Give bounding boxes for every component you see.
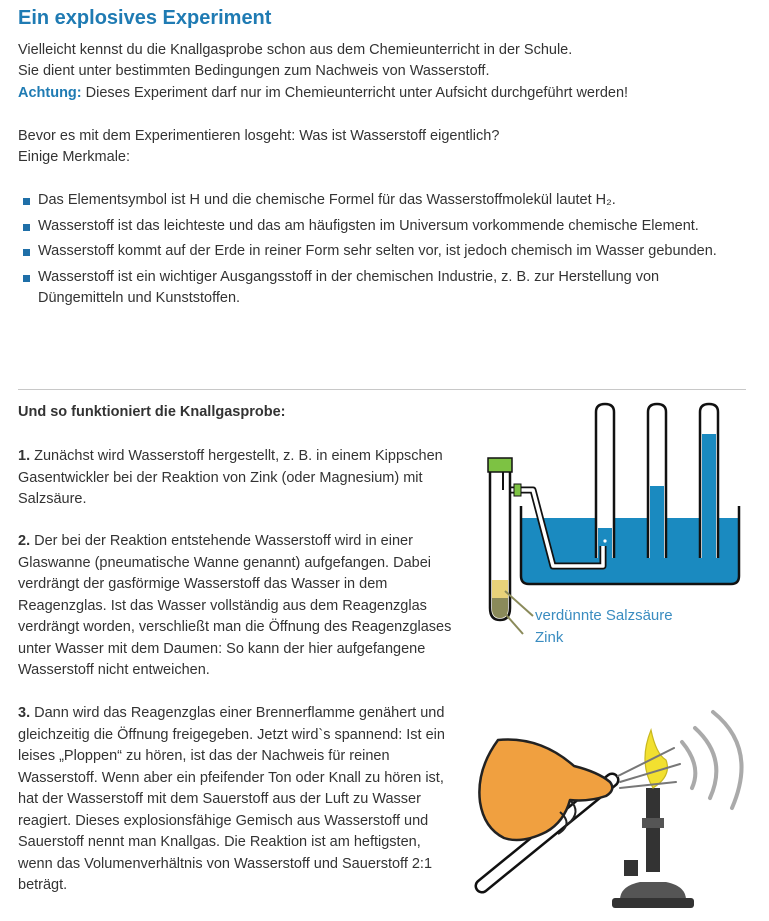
- step-3: [18, 703, 456, 897]
- intro-line-2: Sie dient unter bestimmten Bedingungen zum Nachweis von Wasserstoff.: [18, 63, 490, 79]
- intro-line-1: Vielleicht kennst du die Knallgasprobe schon aus dem Chemieunterricht in der Schule.: [18, 42, 573, 58]
- bullet-square-icon: [23, 198, 30, 205]
- section-divider: [18, 389, 746, 390]
- flame-icon: [645, 730, 667, 788]
- step-number: 2.: [18, 533, 31, 549]
- step-text: Dann wird das Reagenzglas einer Brennerflamme genähert und gleichzeitig die Öffnung freigegeben. Jetzt wird`s spannend: Ist ein leises „Ploppen“ zu hören, ist das der Nachweis für reinen Wasserstoff. Wenn aber ein pfeifender Ton oder Knall zu hören ist, hat der Wasserstoff mit dem Sauerstoff aus der Luft zu Wasser reagiert. Dieses explosionsfähige Gemisch aus Wasserstoff und Sauerstoff nennt man Knallgas. Die Reaktion ist am heftigsten, wenn das Volumenverhältnis von Wasserstoff und Sauerstoff 2:1 beträgt.: [18, 705, 445, 893]
- list-item: [18, 190, 738, 212]
- warning-label: Achtung:: [18, 85, 82, 101]
- feature-text: Das Elementsymbol ist H und die chemische Formel für das Wasserstoffmolekül lautet H₂.: [38, 192, 616, 208]
- warning-text: Dieses Experiment darf nur im Chemieunterricht unter Aufsicht durchgeführt werden!: [81, 85, 629, 101]
- generator-test-tube: [488, 458, 512, 620]
- step-2: [18, 531, 456, 682]
- zinc-pointer: [501, 609, 523, 634]
- feature-text: Wasserstoff ist das leichteste und das am häufigsten im Universum vorkommende chemische Element.: [38, 217, 699, 234]
- feature-text: Wasserstoff kommt auf der Erde in reiner Form sehr selten vor, ist jedoch chemisch im Wasser gebunden.: [38, 243, 717, 259]
- bullet-square-icon: [23, 224, 30, 231]
- pneumatic-trough-illustration: [483, 398, 759, 648]
- question-line-2: Einige Merkmale:: [18, 149, 131, 165]
- list-item: [18, 267, 738, 310]
- warning-paragraph: [18, 83, 628, 105]
- bullet-square-icon: [23, 249, 30, 256]
- step-number: 3.: [18, 705, 31, 721]
- zinc-label: Zink: [535, 629, 564, 646]
- bunsen-burner: [612, 788, 694, 908]
- feature-text: Wasserstoff ist ein wichtiger Ausgangsstoff in der chemischen Industrie, z. B. zur Herstellung von Düngemitteln und Kunststoffen.: [38, 268, 660, 306]
- step-text: Zunächst wird Wasserstoff hergestellt, z. B. in einem Kippschen Gasentwickler bei der Reaktion von Zink (oder Magnesium) mit Salzsäure.: [18, 448, 443, 507]
- procedure-heading: Und so funktioniert die Knallgasprobe:: [18, 404, 286, 420]
- acid-label: verdünnte Salzsäure: [535, 607, 673, 624]
- list-item: [18, 241, 738, 263]
- step-number: 1.: [18, 448, 31, 464]
- sound-waves: [682, 712, 742, 808]
- step-1: [18, 446, 456, 511]
- collection-tube: [596, 404, 614, 558]
- question-line-1: Bevor es mit dem Experimentieren losgeht: Was ist Wasserstoff eigentlich?: [18, 128, 500, 144]
- list-item: [18, 216, 738, 238]
- collection-tube: [648, 404, 666, 558]
- step-text: Der bei der Reaktion entstehende Wasserstoff wird in einer Glaswanne (pneumatische Wanne genannt) aufgefangen. Dabei verdrängt der gasförmige Wasserstoff das Wasser in dem Reagenzglas. Ist das Wasser vollständig aus dem Reagenzglas verdrängt worden, verschließt man die Öffnung des Reagenzglases unter Wasser mit dem Daumen: So kann der hier aufgefangene Wasserstoff nicht entweichen.: [18, 533, 452, 678]
- feature-list: [18, 190, 738, 314]
- tube-stopper: [488, 458, 512, 472]
- bullet-square-icon: [23, 275, 30, 282]
- hand-icon: [479, 740, 612, 840]
- collection-tube: [700, 404, 718, 558]
- burner-test-illustration: [470, 700, 760, 915]
- tube-clamp: [514, 484, 521, 496]
- page-title: Ein explosives Experiment: [18, 7, 272, 29]
